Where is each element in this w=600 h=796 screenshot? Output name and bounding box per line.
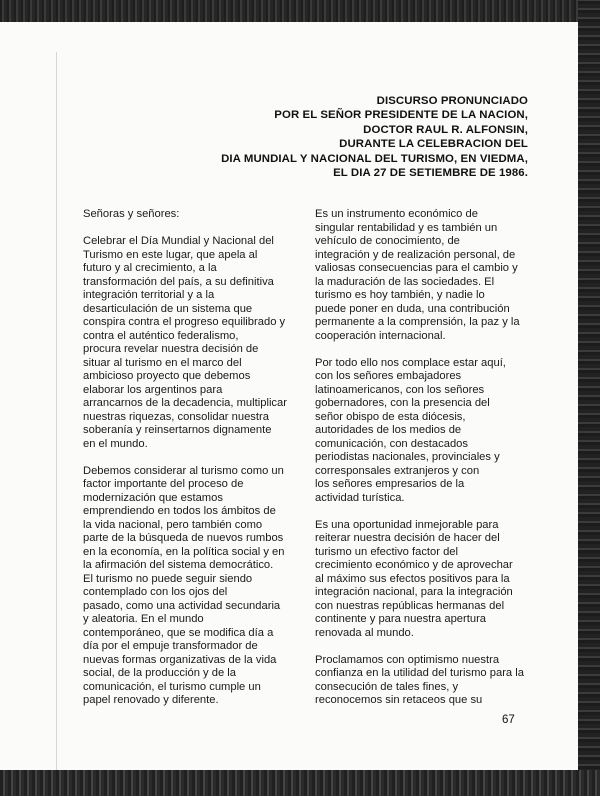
text-line: continente y para nuestra apertura bbox=[315, 613, 487, 625]
heading-line: EL DIA 27 DE SETIEMBRE DE 1986. bbox=[333, 167, 528, 180]
text-line: con nuestras repúblicas hermanas del bbox=[315, 599, 505, 612]
text-line: la maduración de las sociedades. El bbox=[315, 275, 495, 288]
text-line: Señoras y señores: bbox=[83, 208, 180, 220]
text-line: modernización que estamos bbox=[83, 491, 223, 504]
text-line: Es una oportunidad inmejorable para bbox=[315, 518, 499, 531]
text-line: la vida nacional, pero también como bbox=[83, 518, 263, 531]
text-line: contra el auténtico federalismo, bbox=[83, 329, 239, 342]
text-line: con los señores embajadores bbox=[315, 370, 462, 382]
text-line: latinoamericanos, con los señores bbox=[315, 383, 485, 396]
text-line: al máximo sus efectos positivos para la bbox=[315, 572, 510, 585]
text-line: ambicioso proyecto que debemos bbox=[83, 370, 251, 382]
text-line: valiosas consecuencias para el cambio y bbox=[315, 262, 518, 274]
text-line: comunicación, con destacados bbox=[315, 437, 468, 450]
text-line: en el mundo. bbox=[83, 437, 148, 450]
text-line: los señores empresarios de la bbox=[315, 478, 465, 490]
paragraph bbox=[315, 519, 520, 641]
text-line: Celebrar el Día Mundial y Nacional del bbox=[83, 235, 274, 247]
text-line: integración y de realización personal, de bbox=[315, 248, 516, 261]
text-line: transformación del país, a su definitiva bbox=[83, 275, 274, 288]
text-line: la afirmación del sistema democrático. bbox=[83, 559, 274, 571]
text-line: nuestras riquezas, consolidar nuestra bbox=[83, 410, 269, 423]
text-line: consecución de tales fines, y bbox=[315, 680, 459, 693]
paragraph bbox=[315, 357, 520, 506]
page-fold-line bbox=[56, 52, 57, 772]
text-line: procura revelar nuestra decisión de bbox=[83, 343, 259, 355]
text-line: social, de la producción y de la bbox=[83, 667, 236, 679]
text-line: Es un instrumento económico de bbox=[315, 208, 478, 220]
text-line: reconocemos sin retaceos que su bbox=[315, 694, 483, 706]
text-line: situar al turismo en el marco del bbox=[83, 356, 242, 369]
text-line: permanente a la comprensión, la paz y la bbox=[315, 316, 520, 328]
left-text-column bbox=[83, 208, 288, 721]
text-line: turismo un efectivo factor del bbox=[315, 545, 459, 558]
text-line: pasado, como una actividad secundaria bbox=[83, 599, 281, 612]
right-text-column bbox=[315, 208, 524, 721]
page-number: 67 bbox=[502, 714, 515, 726]
text-line: Debemos considerar al turismo como un bbox=[83, 464, 284, 477]
text-line: confianza en la utilidad del turismo para la bbox=[315, 667, 524, 679]
text-line: puede poner en duda, una contribución bbox=[315, 302, 510, 315]
text-line: arrancarnos de la decadencia, multiplicar bbox=[83, 397, 287, 409]
paragraph bbox=[83, 465, 288, 708]
paragraph bbox=[83, 235, 288, 451]
text-line: Turismo en este lugar, que apela al bbox=[83, 248, 258, 261]
text-line: integración nacional, para la integración bbox=[315, 586, 513, 598]
text-line: Proclamamos con optimismo nuestra bbox=[315, 653, 500, 666]
text-line: elaborar los argentinos para bbox=[83, 383, 223, 396]
paragraph bbox=[315, 653, 524, 708]
heading-line: DIA MUNDIAL Y NACIONAL DEL TURISMO, EN VIEDMA, bbox=[221, 152, 528, 165]
text-line: y aleatoria. En el mundo bbox=[83, 613, 204, 625]
text-line: reiterar nuestra decisión de hacer del bbox=[315, 532, 500, 544]
text-line: vehículo de conocimiento, de bbox=[315, 235, 460, 247]
text-line: en la economía, en la política social y en bbox=[83, 545, 285, 558]
text-line: día por el empuje transformador de bbox=[83, 640, 258, 652]
heading-line: DISCURSO PRONUNCIADO bbox=[376, 95, 528, 107]
text-line: conspira contra el progreso equilibrado y bbox=[83, 316, 286, 328]
text-line: futuro y al crecimiento, a la bbox=[83, 262, 217, 274]
paragraph bbox=[83, 208, 288, 222]
text-line: autoridades de los medios de bbox=[315, 424, 462, 436]
text-line: cooperación internacional. bbox=[315, 329, 446, 342]
text-line: El turismo no puede seguir siendo bbox=[83, 572, 253, 585]
text-line: periodistas nacionales, provinciales y bbox=[315, 451, 500, 463]
text-line: factor importante del proceso de bbox=[83, 478, 244, 490]
text-line: nuevas formas organizativas de la vida bbox=[83, 653, 277, 666]
heading-line: POR EL SEÑOR PRESIDENTE DE LA NACION, bbox=[274, 109, 528, 122]
text-line: actividad turística. bbox=[315, 491, 405, 504]
text-line: gobernadores, con la presencia del bbox=[315, 397, 490, 409]
text-line: comunicación, el turismo cumple un bbox=[83, 680, 261, 693]
speech-heading bbox=[221, 94, 528, 180]
text-line: contemporáneo, que se modifica día a bbox=[83, 626, 274, 639]
heading-line: DURANTE LA CELEBRACION DEL bbox=[339, 138, 528, 151]
text-line: Por todo ello nos complace estar aquí, bbox=[315, 356, 506, 369]
text-line: contemplado con los ojos del bbox=[83, 586, 228, 598]
scan-border-bottom bbox=[0, 770, 600, 796]
text-line: parte de la búsqueda de nuevos rumbos bbox=[83, 532, 284, 544]
text-line: crecimiento económico y de aprovechar bbox=[315, 559, 513, 571]
scan-border-right bbox=[578, 0, 600, 796]
text-line: renovada al mundo. bbox=[315, 626, 414, 639]
text-line: turismo es hoy también, y nadie lo bbox=[315, 289, 485, 301]
text-line: emprendiendo en todos los ámbitos de bbox=[83, 505, 276, 517]
text-line: corresponsales extranjeros y con bbox=[315, 464, 480, 477]
text-line: señor obispo de esta diócesis, bbox=[315, 410, 466, 423]
text-line: integración territorial y a la bbox=[83, 289, 215, 301]
text-line: singular rentabilidad y es también un bbox=[315, 221, 498, 234]
text-line: desarticulación de un sistema que bbox=[83, 302, 253, 315]
paragraph bbox=[315, 208, 520, 343]
heading-line: DOCTOR RAUL R. ALFONSIN, bbox=[363, 123, 528, 136]
text-line: soberanía y reinsertarnos dignamente bbox=[83, 424, 272, 436]
text-line: papel renovado y diferente. bbox=[83, 694, 219, 706]
